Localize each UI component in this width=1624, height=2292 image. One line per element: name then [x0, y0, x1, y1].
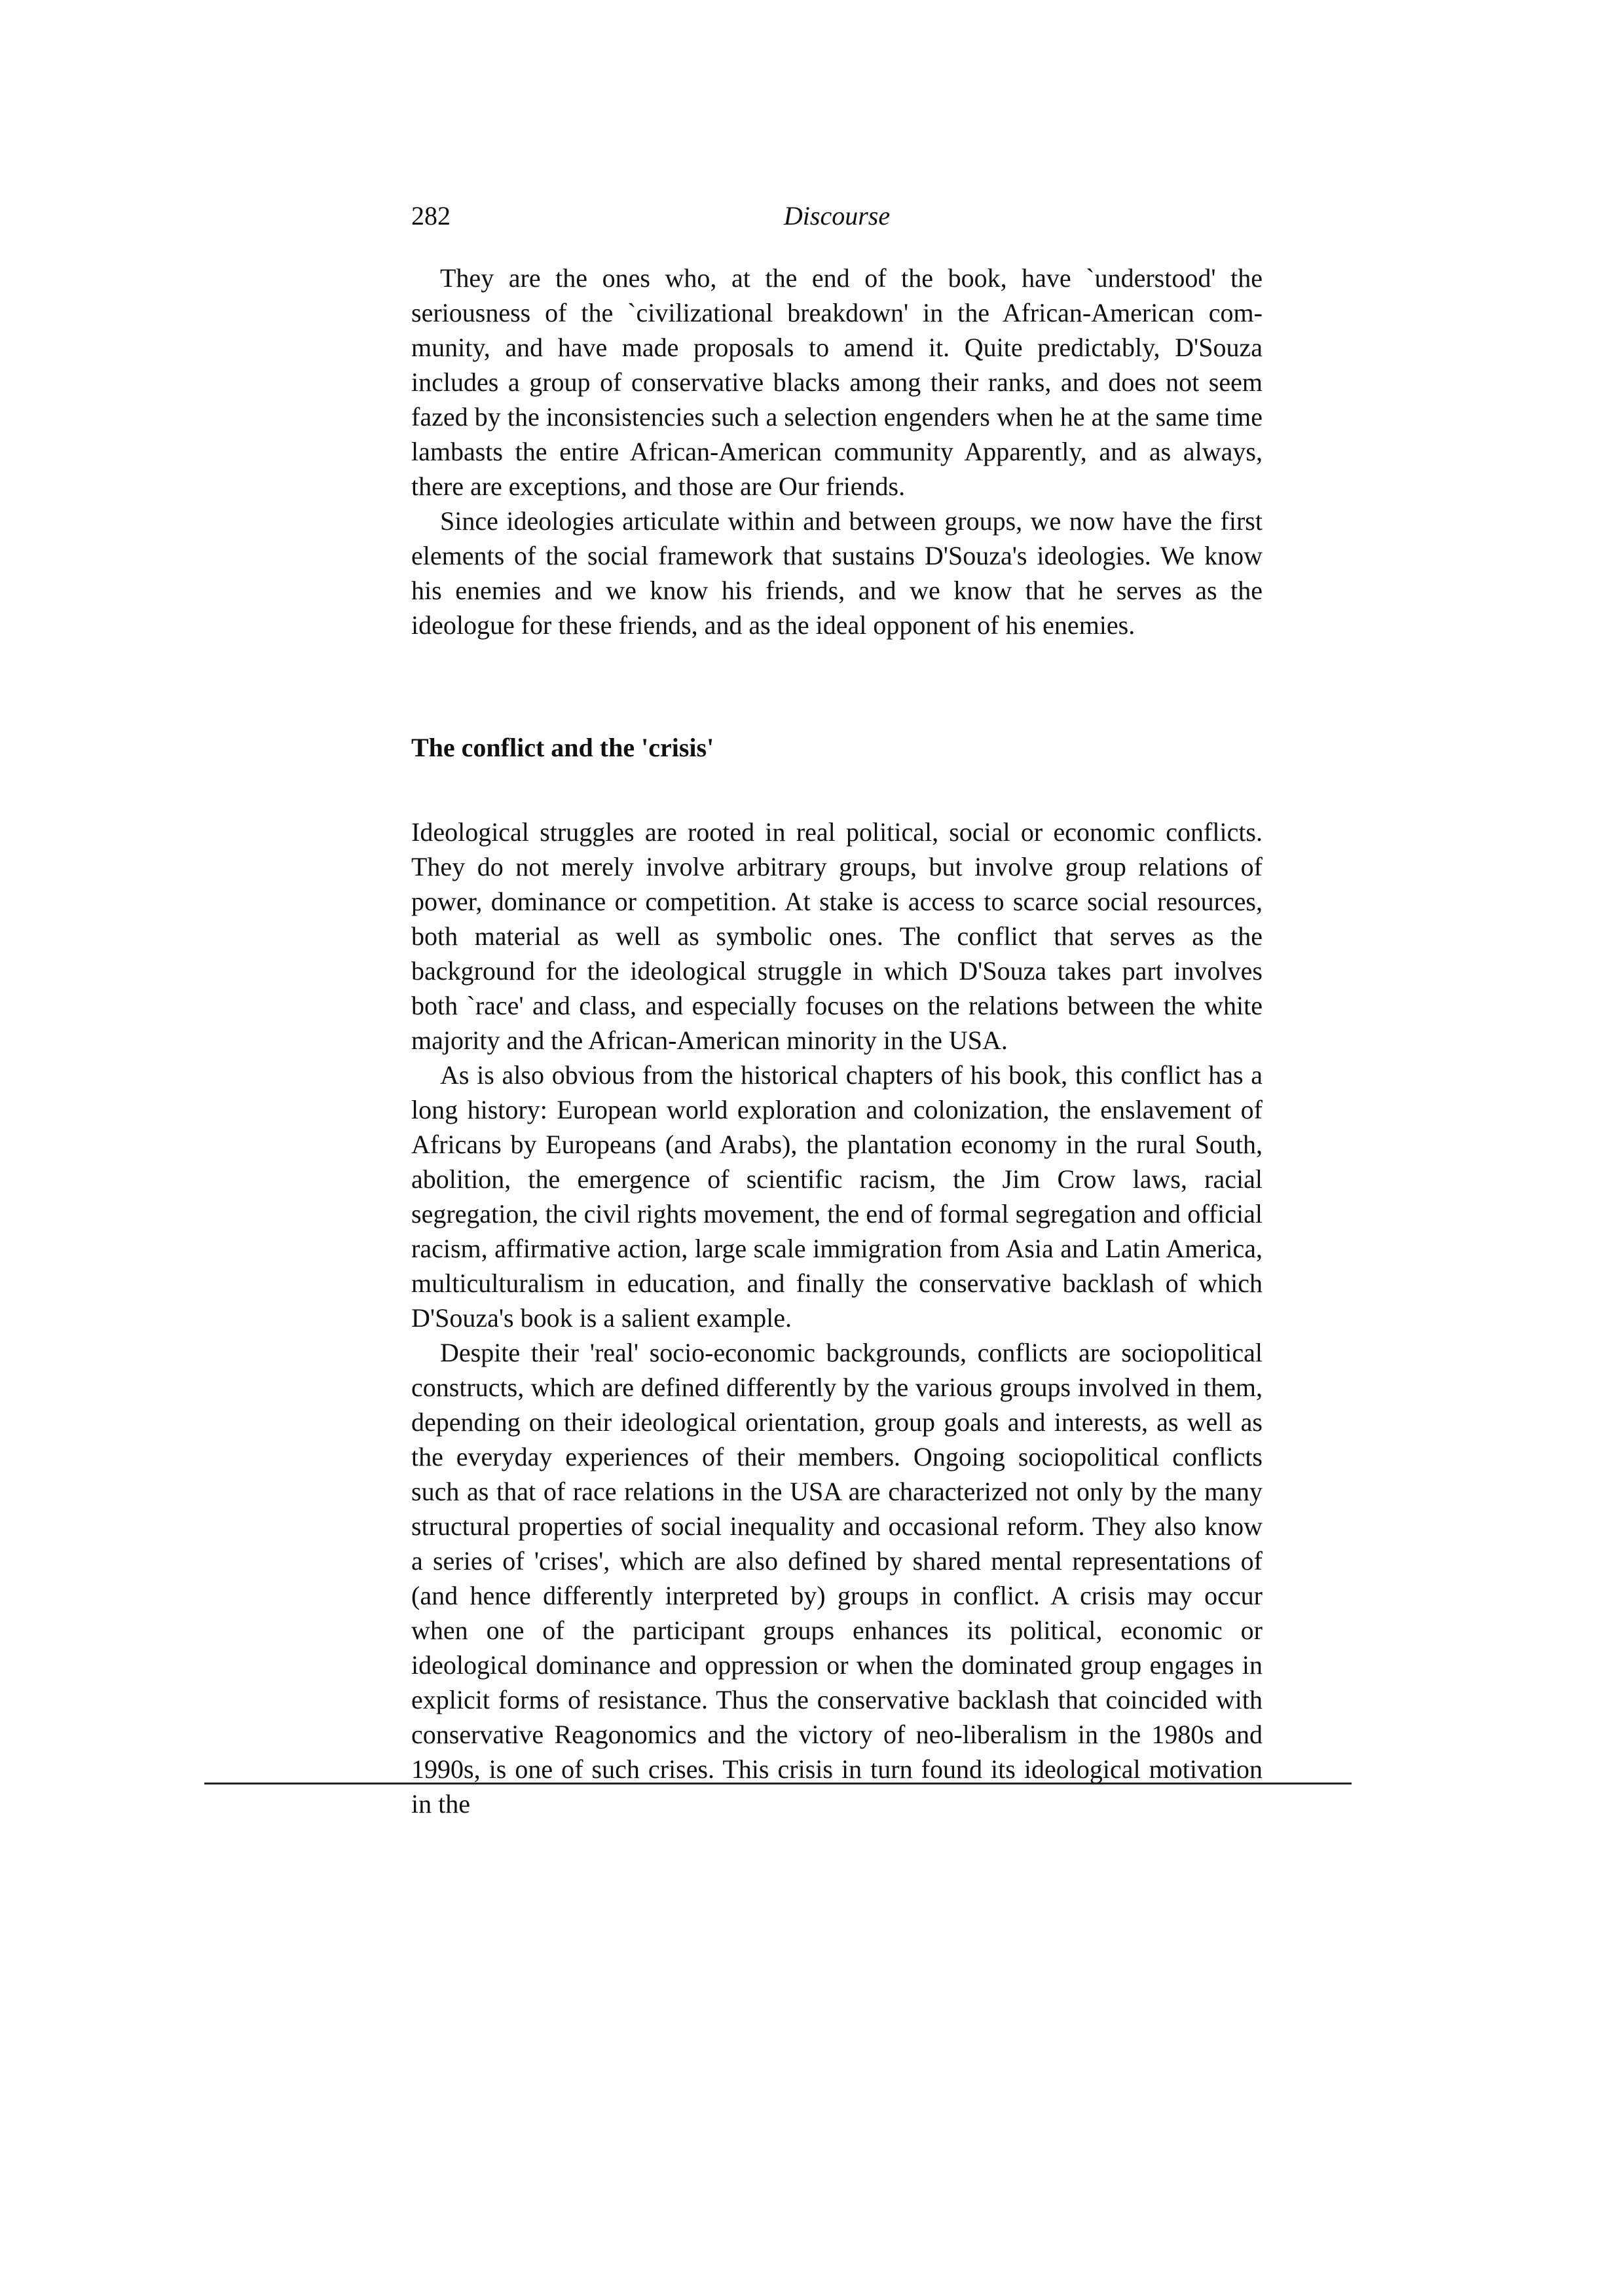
paragraph: Since ideologies articulate within and between groups, we now have the first elements of the social framework that sustains D'Souza's ideologies. We know his enemies and we know his friends, and we know that he serves as the ideologue for these friends, and as the ideal opponent of his enemies. — [411, 506, 1263, 640]
paragraph: Ideological struggles are rooted in real political, social or economic conflicts. They do not merely involve arbitrary groups, but involve group relations of power, dominance or competition. At stake is access to scarce social resources, both material as well as symbolic ones. The conflict that serves as the background for the ideological struggle in which D'Souza takes part involves both `race' and class, and especially focuses on the relations between the white majority and the African-American minority in the USA. — [411, 817, 1263, 1055]
paragraph: Despite their 'real' socio-economic backgrounds, conflicts are sociopolitical constructs, which are defined differently by the various groups involved in them, depending on their ideological orientation, group goals and interests, as well as the everyday experiences of their members. Ongoing sociopolitical conflicts such as that of race relations in the USA are characterized not only by the many structural properties of social inequality and occasional reform. They also know a series of 'crises', which are also defined by shared mental representations of (and hence differently interpreted by) groups in conflict. A crisis may occur when one of the participant groups enhances its political, economic or ideological dominance and oppression or when the dominated group engages in explicit forms of resistance. Thus the conservative backlash that coincided with conservative Reagonomics and the victory of neo-liberalism in the 1980s and 1990s, is one of such crises. This crisis in turn found its ideological motivation in the — [411, 1338, 1263, 1819]
page-number: 282 — [411, 201, 451, 231]
running-head — [411, 196, 1263, 236]
journal-title: Discourse — [783, 201, 891, 231]
body-text — [411, 261, 1263, 1821]
paragraph: They are the ones who, at the end of the book, have `understood' the seriousness of the `civilizational breakdown' in the African-American community, and have made proposals to amend it. Quite predictably, D'Souza includes a group of conservative blacks among their ranks, and does not seem fazed by the inconsistencies such a selection engenders when he at the same time lambasts the entire African-American community Apparently, and as always, there are exceptions, and those are Our friends. — [411, 263, 1263, 501]
paragraph: As is also obvious from the historical chapters of his book, this conflict has a long history: European world exploration and colonization, the enslavement of Africans by Europeans (and Arabs), the plantation economy in the rural South, abolition, the emergence of scientific racism, the Jim Crow laws, racial segregation, the civil rights movement, the end of formal segregation and official racism, affirmative action, large scale immigration from Asia and Latin America, multiculturalism in education, and finally the conservative backlash of which D'Souza's book is a salient example. — [411, 1060, 1263, 1333]
footer-rule — [204, 1783, 1352, 1784]
section-heading: The conflict and the 'crisis' — [411, 733, 714, 762]
